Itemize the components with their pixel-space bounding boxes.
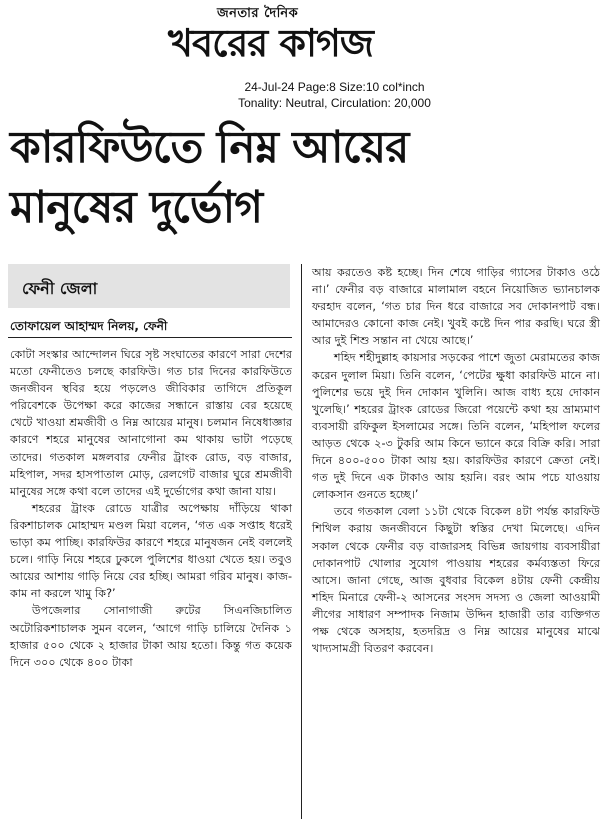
masthead-name: খবরের কাগজ — [168, 21, 373, 65]
paragraph: আয় করতেও কষ্ট হচ্ছে। দিন শেষে গাড়ির গ্যাসের টাকাও ওঠে না।’ ফেনীর বড় বাজারে মালামাল বহনে নিয়োজিত ভ্যানচালক ফরহাদ বলেন, ‘গত চার দিন ধরে বাজারে সব দোকানপাট বন্ধ। আমাদেরও কোনো কাজ নেই। খুবই কষ্টে দিন পার করছি। ঘরে স্ত্রী আর দুই শিশু সন্তান না খেয়ে আছে।’ — [312, 266, 600, 348]
district-label: ফেনী জেলা — [22, 279, 98, 298]
article-column-1 — [10, 346, 292, 671]
article-byline: তোফায়েল আহাম্মদ নিলয়, ফেনী — [10, 319, 168, 333]
headline-line-1: কারফিউতে নিম্ন আয়ের — [10, 122, 409, 173]
clipping-meta-date-page: 24-Jul-24 Page:8 Size:10 col*inch — [244, 80, 425, 94]
paragraph: শহিদ শহীদুল্লাহ কায়সার সড়কের পাশে জুতা মেরামতের কাজ করেন দুলাল মিয়া। তিনি বলেন, ‘পেটের ক্ষুধা কারফিউ মানে না। পুলিশের ভয়ে দুই দিন দোকান খুলিনি। আজ বাধ্য হয়ে দোকান খুলেছি।’ শহরের ট্রাংক রোডের জিরো পয়েন্টে কথা হয় ভ্রাম্যমাণ ব্যবসায়ী রফিকুল ইসলামের সঙ্গে। তিনি বলেন, ‘মহিপাল ফলের আড়ত থেকে ২-৩ টুকরি আম কিনে ভ্যানে করে বিক্রি করি। সারা দিনে ৪০০-৫০০ টাকা আয় হয়। কারফিউর কারণে ক্রেতা নেই। গত দুই দিনে এক টাকাও আয় হয়নি। বরং আম পচে যাওয়ায় লোকসান গুনতে হচ্ছে।’ — [312, 351, 600, 502]
paragraph: শহরের ট্রাংক রোডে যাত্রীর অপেক্ষায় দাঁড়িয়ে থাকা রিকশাচালক মোহাম্মদ মণ্ডল মিয়া বলেন, ‘গত এক সপ্তাহ ধরেই ভাড়া কম পাচ্ছি। কারফিউর কারণে শহরে মানুষজন নেই বললেই চলে। গাড়ি নিয়ে শহরে ঢুকলে পুলিশের ধাওয়া খেতে হয়। তবুও আয়ের আশায় গাড়ি নিয়ে বের হচ্ছি। আমরা গরিব মানুষ। কাজ-কাম না করলে খামু কি?’ — [10, 501, 292, 601]
article-headline — [10, 118, 600, 238]
headline-line-2: মানুষের দুর্ভোগ — [10, 182, 263, 233]
byline-divider — [8, 337, 292, 338]
paragraph: কোটা সংস্কার আন্দোলন ঘিরে সৃষ্ট সংঘাতের কারণে সারা দেশের মতো ফেনীতেও চলছে কারফিউ। গত চার দিনের কারফিউতে জনজীবন স্থবির হয়ে পড়লেও জীবিকার তাগিদে প্রতিকূল পরিবেশকে উপেক্ষা করে কাজের সন্ধানে রাস্তায় বের হয়েছে খেটে খাওয়া শ্রমজীবী ও নিম্ন আয়ের মানুষ। চলমান নিষেধাজ্ঞার কারণে শহরে মানুষের আনাগোনা কম থাকায় ভাটা পড়েছে তাদের। গতকাল মঙ্গলবার ফেনীর ট্রাংক রোড, বড় বাজার, মহিপাল, সদর হাসপাতাল মোড়, রেলগেট বাজার ঘুরে শ্রমজীবী মানুষের সঙ্গে কথা বলে তাদের এই দুর্ভোগের কথা জানা যায়। — [10, 348, 292, 498]
column-divider — [301, 264, 302, 819]
paragraph: তবে গতকাল বেলা ১১টা থেকে বিকেল ৪টা পর্যন্ত কারফিউ শিথিল করায় জনজীবনে কিছুটা স্বস্তির দেখা মিলেছে। এদিন সকাল থেকে ফেনীর বড় বাজারসহ বিভিন্ন জায়গায় ব্যবসায়ীরা দোকানপাট খোলার সুযোগ পাওয়ায় শহরের কর্মব্যস্ততা ফিরে আসে। জানা গেছে, আজ বুধবার বিকেল ৪টায় ফেনী কেন্দ্রীয় শহিদ মিনারে ফেনী-২ আসনের সংসদ সদস্য ও জেলা আওয়ামী লীগের সাধারণ সম্পাদক নিজাম উদ্দিন হাজারী তার ব্যক্তিগত পক্ষ থেকে অসহায়, হতদরিদ্র ও নিম্ন আয়ের মানুষের মাঝে খাদ্যসামগ্রী বিতরণ করবেন। — [312, 505, 600, 656]
clipping-meta-tonality: Tonality: Neutral, Circulation: 20,000 — [238, 96, 431, 110]
masthead-tagline: জনতার দৈনিক — [217, 6, 299, 21]
paragraph: উপজেলার সোনাগাজী রুটের সিএনজিচালিত অটোরিকশাচালক সুমন বলেন, ‘আগে গাড়ি চালিয়ে দৈনিক ১ হাজার ৫০০ থেকে ২ হাজার টাকা আয় হতো। কিন্তু গত কয়েক দিনে ৩০০ থেকে ৪০০ টাকা — [10, 604, 292, 669]
article-column-2 — [312, 264, 600, 657]
